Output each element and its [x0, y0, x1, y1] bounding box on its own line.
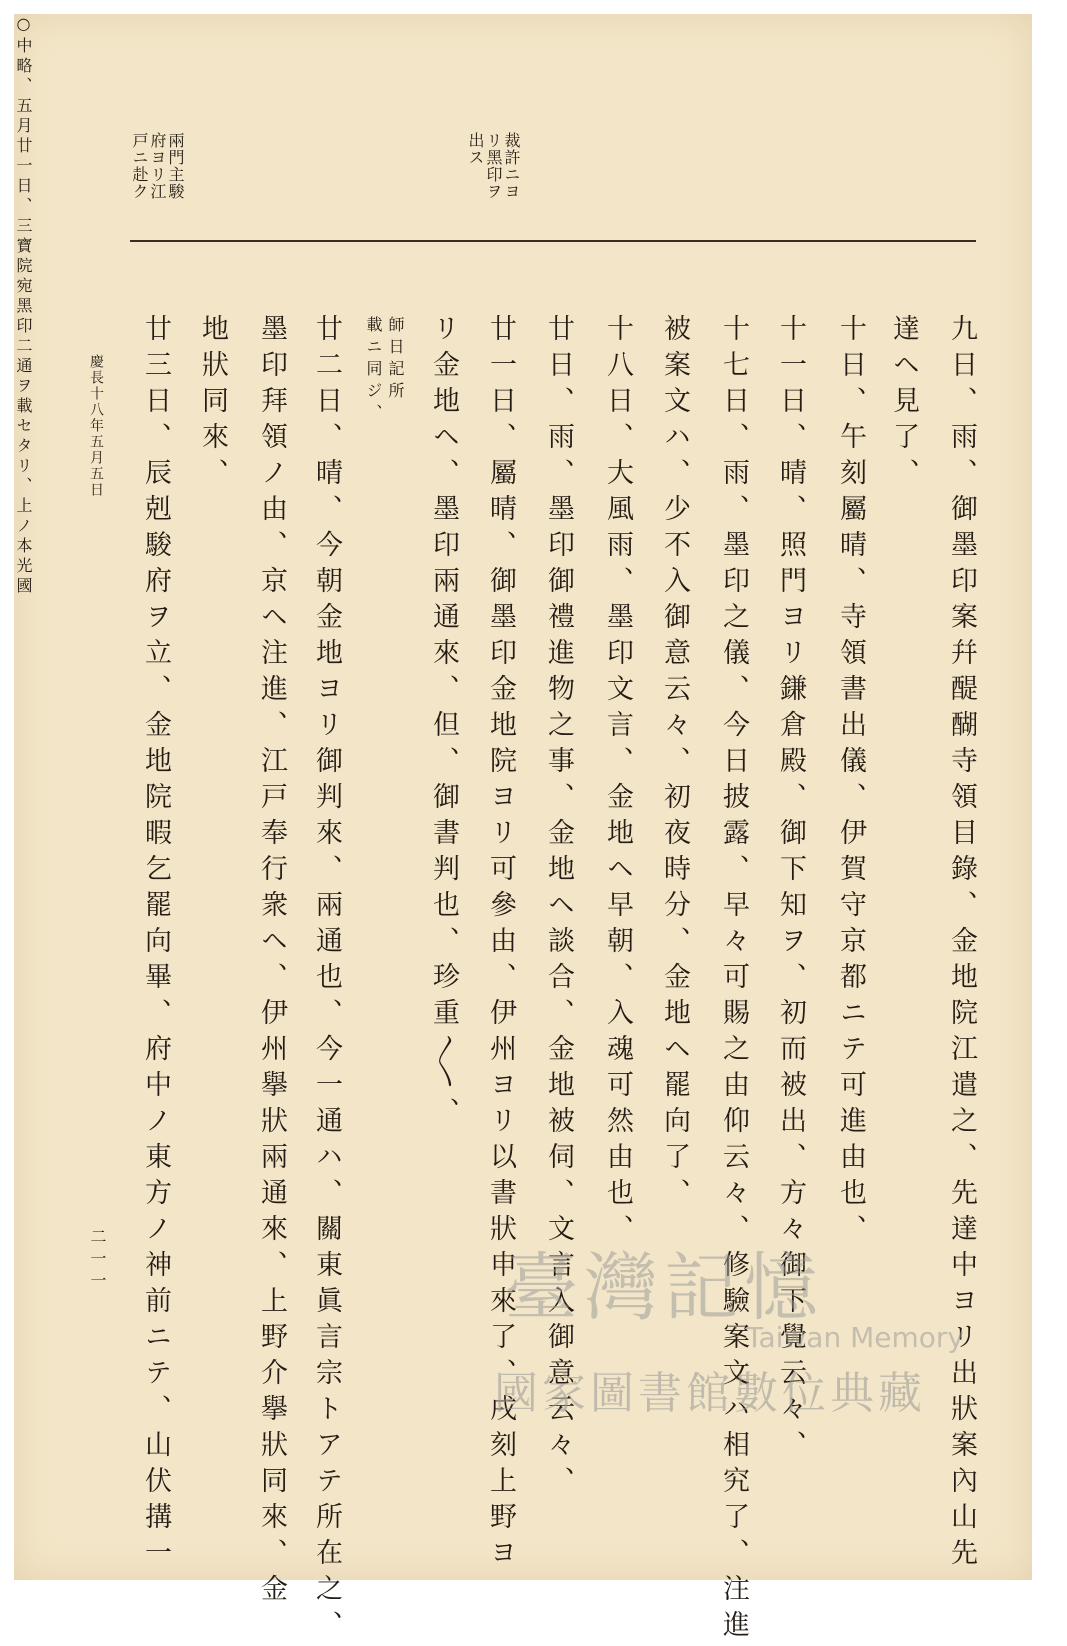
small-note: 載ニ同ジ、: [364, 316, 383, 426]
text-column: 墨印拜領ノ由、京ヘ注進、江戸奉行衆ヘ、伊州擧狀兩通來、上野介擧狀同來、金: [256, 314, 287, 1610]
margin-note: 兩門主駿 府ヨリ江 戸ニ赴ク: [130, 132, 185, 200]
small-note: 印二通ヲ載セタリ、上ノ本光國: [14, 317, 33, 597]
text-column: 廿一日、屬晴、御墨印金地院ヨリ可參由、伊州ヨリ以書狀申來了、戌刻上野ヨ: [485, 314, 516, 1574]
text-column: リ金地ヘ、墨印兩通來、但、御書判也、珍重〱、: [428, 314, 459, 1133]
text-column: 達ヘ見了、: [888, 314, 919, 494]
text-column: 被案文ハ、少不入御意云々、初夜時分、金地ヘ罷向了、: [659, 314, 690, 1214]
margin-note: 裁許ニヨ リ黑印ヲ 出ス: [466, 132, 521, 200]
text-column: 九日、雨、御墨印案幷醍醐寺領目錄、金地院江遣之、先達中ヨリ出狀案內山先: [946, 314, 977, 1574]
text-column: 十一日、晴、照門ヨリ鎌倉殿、御下知ヲ、初而被出、方々御下覺云々、: [775, 314, 806, 1466]
text-column: 十七日、雨、墨印之儀、今日披露、早々可賜之由仰云々、修驗案文ハ相究了、注進: [718, 314, 749, 1646]
watermark-logo-text: 臺灣記憶: [504, 1245, 824, 1331]
small-note: 師日記所: [386, 316, 405, 404]
watermark-subtitle: 國家圖書館數位典藏: [494, 1368, 926, 1419]
text-column: 地狀同來、: [197, 314, 228, 494]
watermark-english: Taiwan Memory: [746, 1321, 964, 1354]
document-page: [14, 14, 1032, 1646]
text-column: 廿二日、晴、今朝金地ヨリ御判來、兩通也、今一通ハ、關東眞言宗トアテ所在之、: [311, 314, 342, 1646]
text-column: 十日、午刻屬晴、寺領書出儀、伊賀守京都ニテ可進由也、: [835, 314, 866, 1250]
small-note: ○中略、五月廿一日、三寶院宛黑: [14, 14, 33, 317]
header-rule: [130, 240, 976, 242]
text-column: 廿三日、辰剋駿府ヲ立、金地院暇乞罷向畢、府中ノ東方ノ神前ニテ、山伏搆一: [140, 314, 171, 1574]
running-footer-date: 慶長十八年五月五日: [88, 354, 104, 498]
text-column: 十八日、大風雨、墨印文言、金地ヘ早朝、入魂可然由也、: [602, 314, 633, 1250]
page-number: 二一一: [88, 1228, 107, 1294]
text-column: 廿日、雨、墨印御禮進物之事、金地ヘ談合、金地被伺、文言入御意云々、: [543, 314, 574, 1502]
